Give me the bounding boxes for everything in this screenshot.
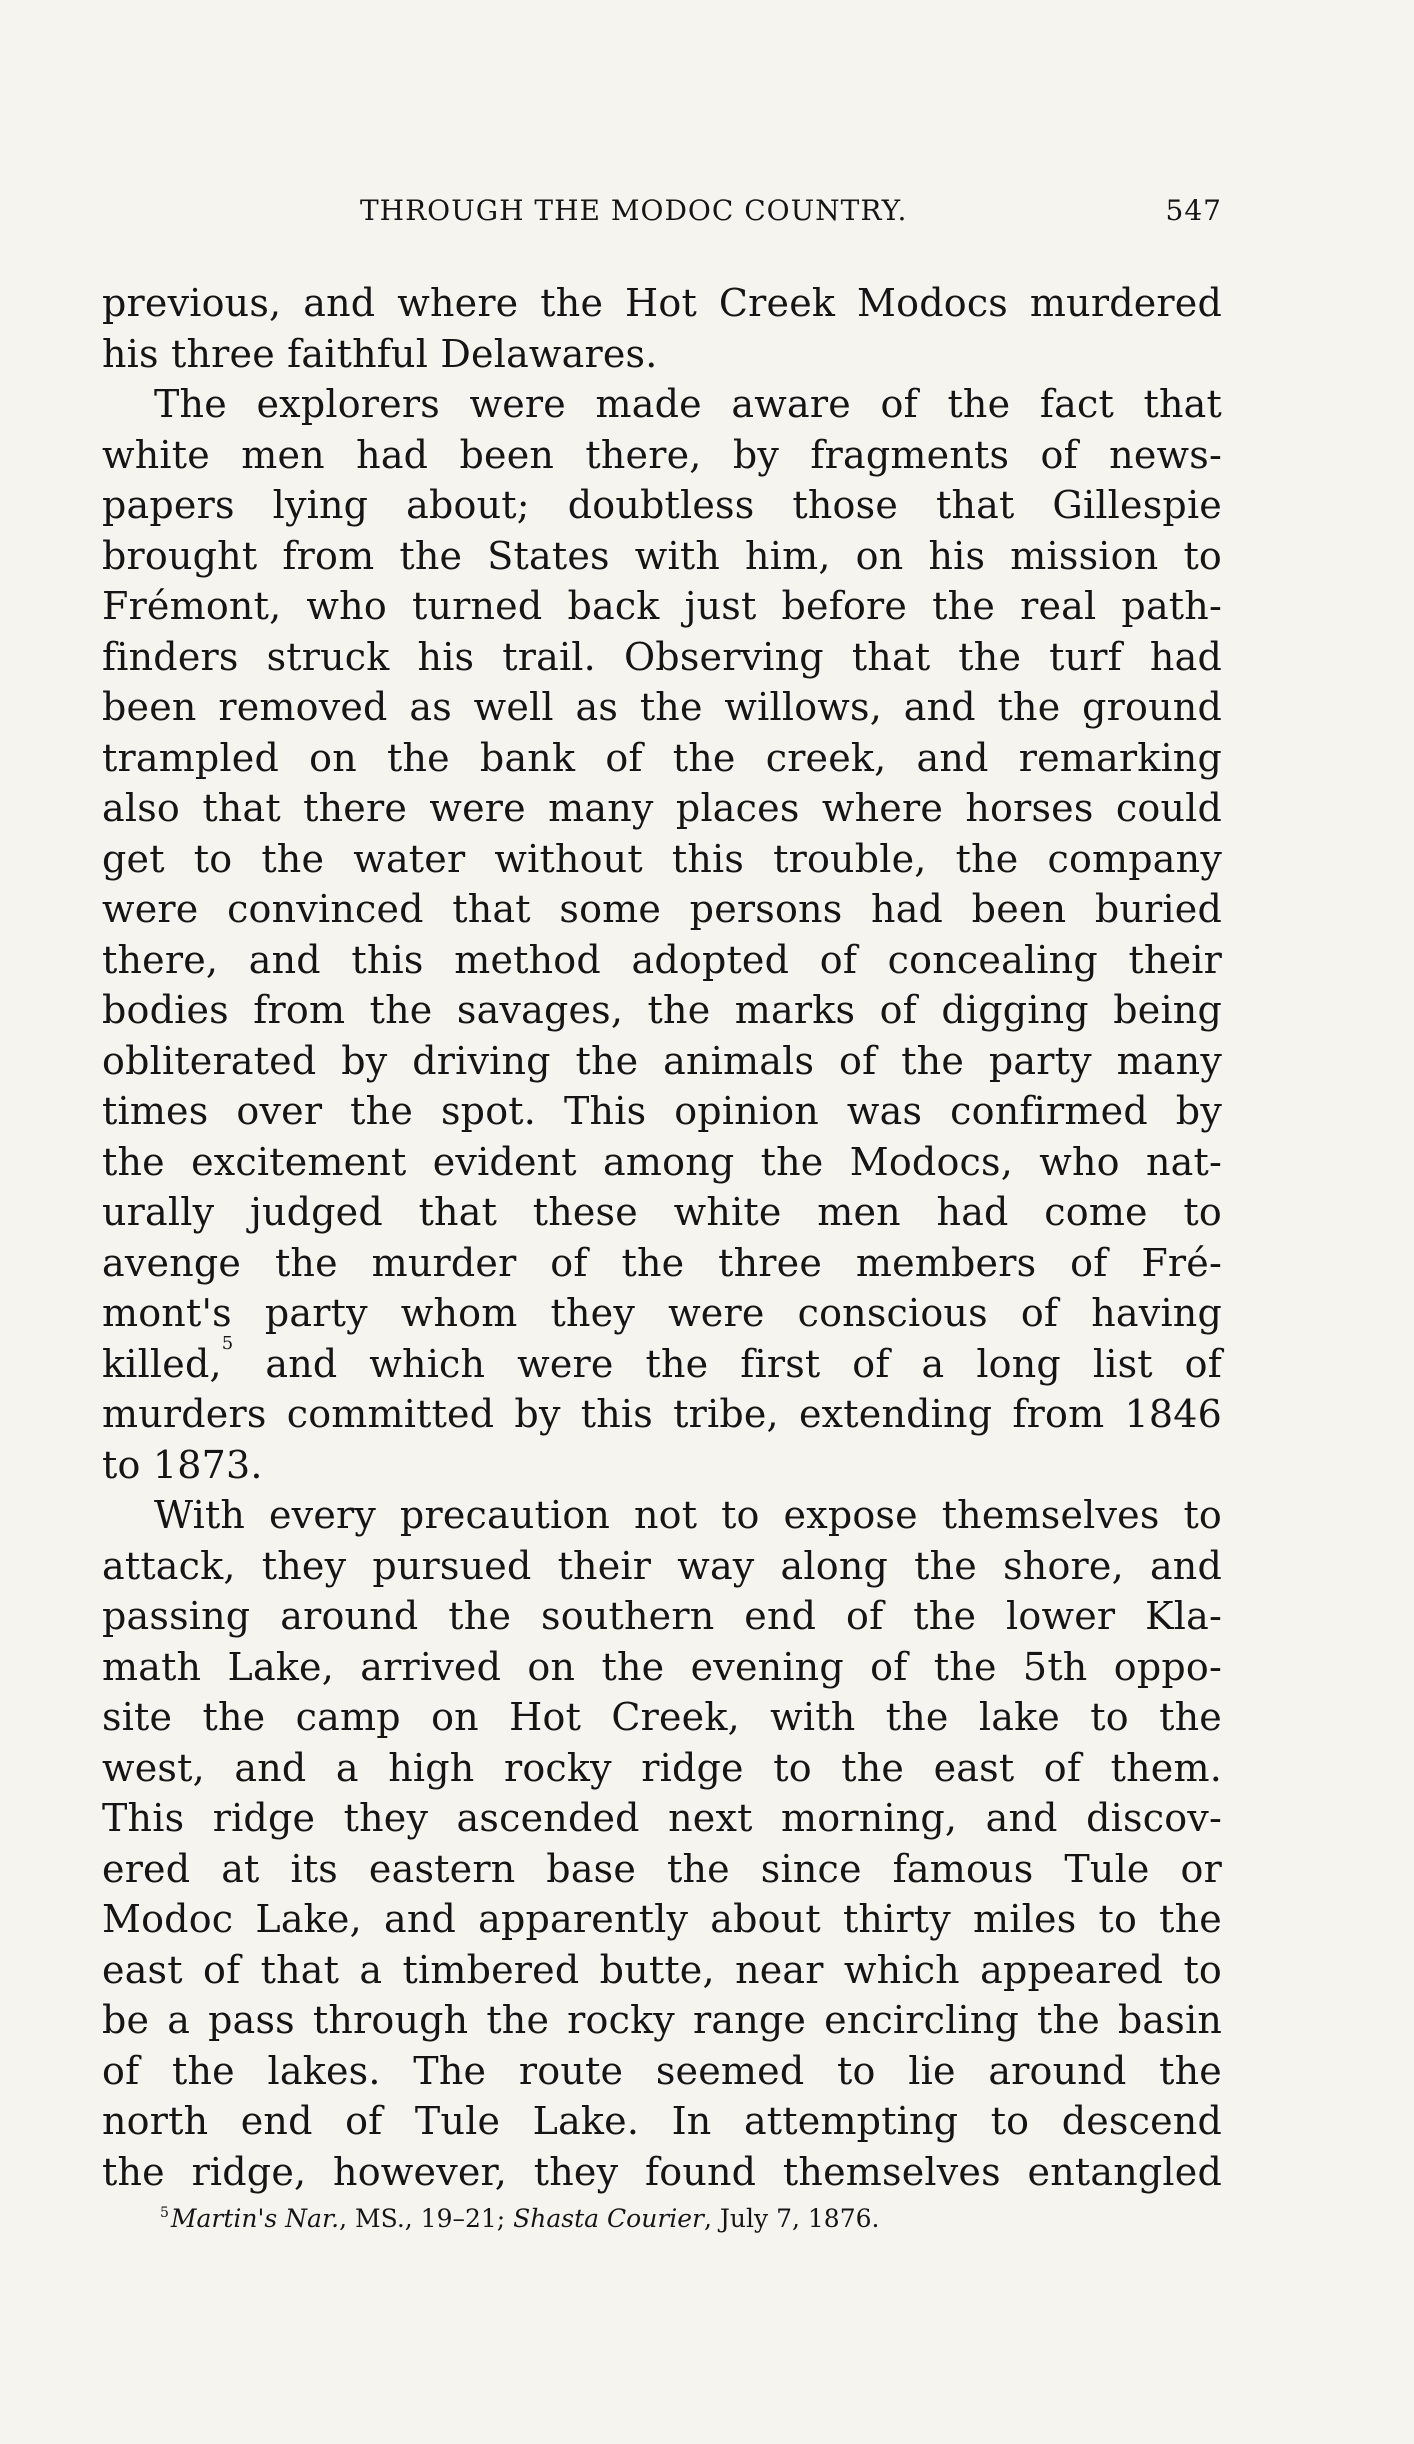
text-line: of the lakes. The route seemed to lie around the [102, 2048, 1222, 2093]
body-text [102, 278, 1222, 2197]
text-line: Frémont, who turned back just before the real path- [102, 584, 1222, 628]
text-line: passing around the southern end of the lower Kla- [102, 1594, 1222, 1638]
text-line: to 1873. [102, 1442, 263, 1487]
text-fragment: and which were the first of a long list of [233, 1341, 1222, 1386]
text-line: bodies from the savages, the marks of digging being [102, 988, 1222, 1032]
running-header [360, 194, 1222, 234]
text-line: math Lake, arrived on the evening of the 5th oppo- [102, 1644, 1222, 1689]
text-line: With every precaution not to expose themselves to [154, 1493, 1222, 1537]
text-line: Modoc Lake, and apparently about thirty miles to the [102, 1897, 1222, 1941]
text-line: east of that a timbered butte, near which appeared to [102, 1947, 1222, 1992]
text-line: mont's party whom they were conscious of having [102, 1291, 1222, 1335]
running-title: THROUGH THE MODOC COUNTRY. [360, 194, 908, 227]
text-line: trampled on the bank of the creek, and remarking [102, 735, 1222, 780]
text-line: be a pass through the rocky range encircling the basin [102, 1998, 1222, 2042]
text-line: north end of Tule Lake. In attempting to descend [102, 2099, 1222, 2143]
footnote-source: Martin's Nar. [170, 2204, 340, 2233]
text-line: the excitement evident among the Modocs, who nat- [102, 1139, 1222, 1184]
text-line: murders committed by this tribe, extending from 1846 [102, 1392, 1222, 1436]
page-number: 547 [1165, 194, 1222, 227]
text-line: site the camp on Hot Creek, with the lake to the [102, 1695, 1222, 1739]
text-line: The explorers were made aware of the fact that [154, 382, 1222, 426]
text-line: previous, and where the Hot Creek Modocs murdered [102, 281, 1222, 325]
text-line: avenge the murder of the three members of Fré- [102, 1240, 1222, 1285]
text-line: white men had been there, by fragments of news- [102, 432, 1222, 477]
text-line: finders struck his trail. Observing that the turf had [102, 634, 1222, 679]
footnote [160, 2202, 1060, 2240]
text-line: the ridge, however, they found themselves entangled [102, 2149, 1222, 2194]
text-line: get to the water without this trouble, the company [102, 836, 1222, 881]
text-line: papers lying about; doubtless those that Gillespie [102, 483, 1222, 527]
text-line: This ridge they ascended next morning, and discov- [102, 1796, 1222, 1840]
footnote-source: Shasta Courier [513, 2204, 705, 2233]
text-line: there, and this method adopted of concealing their [102, 937, 1222, 982]
text-line: attack, they pursued their way along the shore, and [102, 1543, 1222, 1588]
text-line: were convinced that some persons had been buried [102, 887, 1222, 931]
footnote-text: , July 7, 1876. [704, 2204, 880, 2233]
text-line: his three faithful Delawares. [102, 331, 658, 376]
text-line: ered at its eastern base the since famous Tule or [102, 1846, 1222, 1891]
text-line-footnote-ref [102, 1332, 1222, 1390]
text-fragment: killed, [102, 1341, 222, 1386]
text-line: also that there were many places where horses could [102, 786, 1222, 830]
text-line: times over the spot. This opinion was confirmed by [102, 1089, 1222, 1133]
text-line: urally judged that these white men had come to [102, 1190, 1222, 1234]
footnote-text: , MS., 19–21; [339, 2204, 514, 2233]
footnote-number: 5 [160, 2205, 169, 2221]
text-line: obliterated by driving the animals of the party many [102, 1038, 1222, 1083]
footnote-reference: 5 [221, 1332, 234, 1354]
text-line: brought from the States with him, on his mission to [102, 533, 1222, 578]
text-line: west, and a high rocky ridge to the east of them. [102, 1745, 1222, 1790]
text-line: been removed as well as the willows, and the ground [102, 685, 1222, 729]
